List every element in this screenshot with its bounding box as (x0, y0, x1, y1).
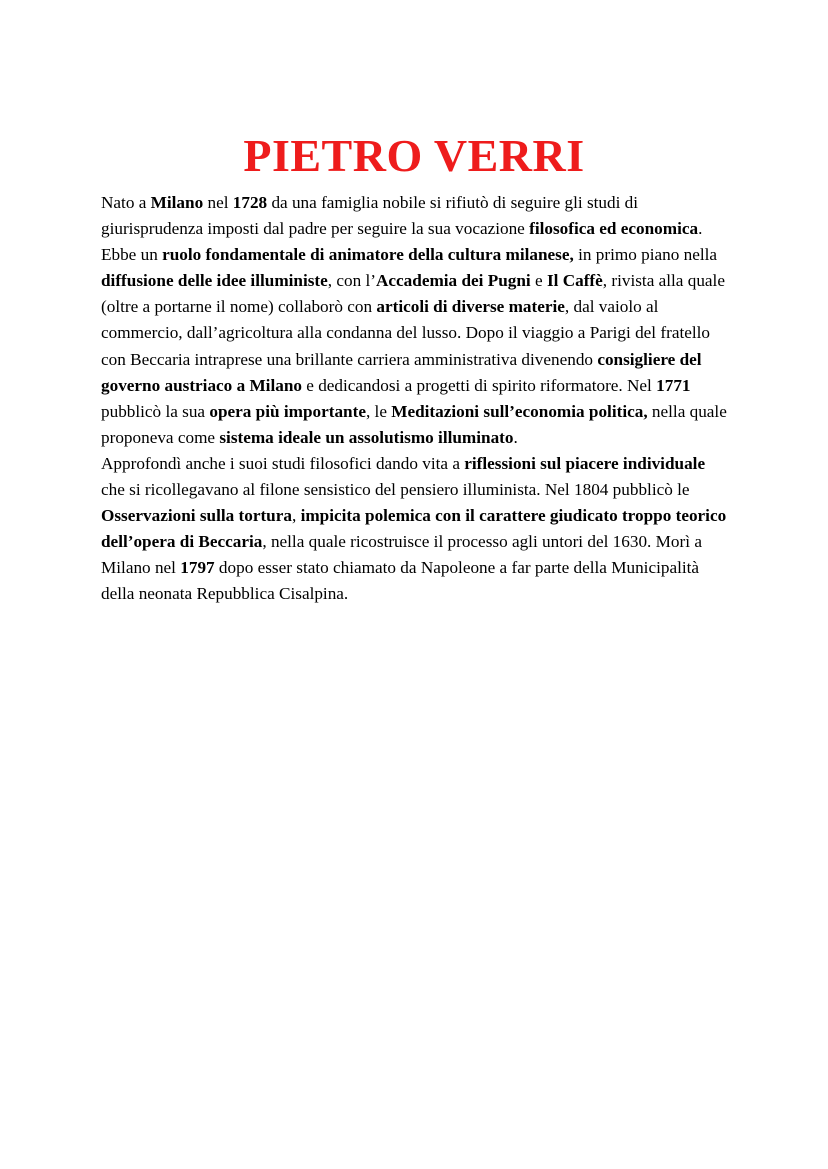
text-run: , rivista alla quale (oltre a portarne il nome) collaborò con (101, 271, 725, 317)
text-run: , dal vaiolo al commercio, dall’agricoltura alla condanna del lusso. Dopo il viaggio a Parigi del fratello con Beccaria intraprese una brillante carriera amministrativa divenendo (101, 297, 711, 369)
paragraph (101, 190, 731, 451)
text-run: dopo esser stato chiamato da Napoleone a far parte della Municipalità della neonata Repubblica Cisalpina. (101, 558, 700, 604)
bold-text: Osservazioni sulla tortura (101, 506, 292, 526)
document-title: PIETRO VERRI (243, 130, 585, 181)
bold-text: 1771 (656, 375, 691, 395)
text-run: pubblicò la sua (101, 401, 210, 421)
text-run: Approfondì anche i suoi studi filosofici dando vita a (101, 453, 465, 473)
bold-text: Accademia dei Pugni (376, 271, 531, 291)
text-run: Nato a (101, 193, 151, 212)
text-run: , con l’ (327, 271, 377, 291)
bold-text: articoli di diverse materie (376, 297, 565, 317)
text-run: nel (203, 193, 233, 212)
text-run: . (513, 427, 518, 447)
paragraph (101, 451, 731, 608)
document-body (101, 190, 731, 608)
text-run: , (291, 506, 301, 526)
bold-text: sistema ideale un assolutismo illuminato (219, 427, 514, 447)
bold-text: ruolo fondamentale di animatore della cultura milanese, (162, 245, 574, 265)
text-run: nella quale proponeva come (101, 401, 727, 447)
text-run: , le (365, 401, 392, 421)
bold-text: Il Caffè (546, 271, 603, 291)
text-run: e (530, 271, 547, 291)
bold-text: 1797 (180, 558, 215, 578)
bold-text: filosofica ed economica (529, 219, 699, 239)
bold-text: opera più importante (209, 401, 366, 421)
bold-text: Milano (150, 193, 204, 212)
bold-text: Meditazioni sull’economia politica, (391, 401, 648, 421)
bold-text: riflessioni sul piacere individuale (464, 453, 706, 473)
bold-text: impicita polemica con il carattere giudicato troppo teorico dell’opera di Beccaria (101, 506, 727, 552)
bold-text: 1728 (232, 193, 268, 212)
text-run: in primo piano nella (573, 245, 717, 265)
text-run: , nella quale ricostruisce il processo agli untori del 1630. Morì a Milano nel (101, 532, 702, 578)
text-run: che si ricollegavano al filone sensistico del pensiero illuminista. Nel 1804 pubblicò le (101, 480, 690, 500)
text-run: da una famiglia nobile si rifiutò di seguire gli studi di giurisprudenza imposti dal padre per seguire la sua vocazione (101, 193, 639, 239)
text-run: . Ebbe un (101, 219, 703, 265)
text-run: e dedicandosi a progetti di spirito riformatore. Nel (301, 375, 657, 395)
bold-text: diffusione delle idee illuministe (101, 271, 328, 291)
bold-text: consigliere del governo austriaco a Milano (101, 349, 702, 395)
